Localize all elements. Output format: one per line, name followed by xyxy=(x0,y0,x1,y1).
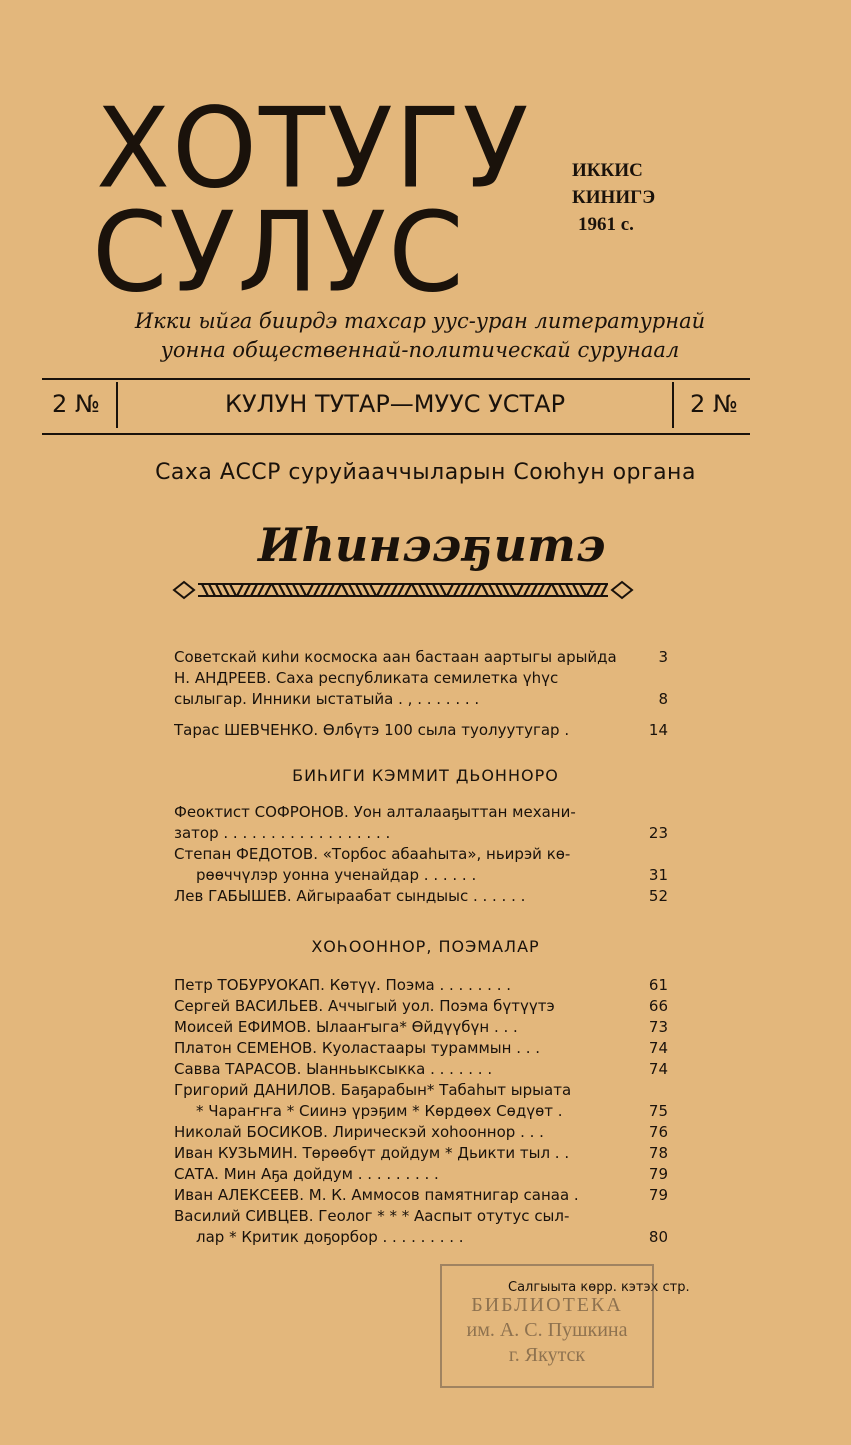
band-issue-left: 2 № xyxy=(52,390,100,418)
toc-page-number: 3 xyxy=(658,648,668,666)
ornament-hatch xyxy=(412,584,418,596)
toc-page-number: 14 xyxy=(648,721,668,739)
ornament-hatch xyxy=(405,584,411,596)
contents-group-2 xyxy=(174,802,668,907)
toc-page-number: 79 xyxy=(648,1165,668,1183)
toc-entry-text: Иван КУЗЬМИН. Төрөөбүт дойдум * Дьикти тыл . . xyxy=(174,1144,570,1162)
section-title-our-people: БИҺИГИ КЭММИТ ДЬОННОРО xyxy=(292,766,559,785)
subtitle xyxy=(40,307,800,365)
toc-page-number: 76 xyxy=(648,1123,668,1141)
subtitle-line1: Икки ыйга биирдэ тахсар уус-уран литературнай xyxy=(134,309,706,333)
toc-entry xyxy=(174,1206,668,1248)
band-months: КУЛУН ТУТАР—МУУС УСТАР xyxy=(224,390,566,418)
ornament-hatch xyxy=(475,584,481,596)
ornament-hatch xyxy=(552,584,558,596)
toc-entry-text: Сергей ВАСИЛЬЕВ. Аччыгый уол. Поэма бүтүүтэ xyxy=(174,997,555,1015)
ornament-hatch xyxy=(531,584,537,596)
toc-entry xyxy=(174,647,668,668)
ornament-hatch xyxy=(349,584,355,596)
ornament-hatch xyxy=(587,584,593,596)
toc-entry-text: Савва ТАРАСОВ. Ыанньыксыкка . . . . . . . xyxy=(174,1060,493,1078)
toc-entry-text: Советскай киһи космоска аан бастаан аартыгы арыйда xyxy=(174,648,617,666)
toc-entry xyxy=(174,802,668,844)
issue-number: ИККИС xyxy=(572,160,643,181)
ornament-hatch xyxy=(391,584,397,596)
contents-group-1 xyxy=(174,647,668,741)
ornament-hatch xyxy=(601,584,607,596)
toc-page-number: 52 xyxy=(648,887,668,905)
toc-entry xyxy=(174,1122,668,1143)
ornament-hatch xyxy=(300,584,306,596)
ornament-hatch xyxy=(580,584,586,596)
toc-entry xyxy=(174,1164,668,1185)
ornament-hatch xyxy=(426,584,432,596)
ornament-hatch xyxy=(265,584,271,596)
toc-entry-text: Степан ФЕДОТОВ. «Торбос абааһыта», ньирэй кө- xyxy=(174,845,571,863)
organ-line: Саха АССР суруйааччыларын Союһун органа xyxy=(155,460,696,485)
ornament-hatch xyxy=(454,584,460,596)
toc-entry xyxy=(174,1080,668,1122)
ornament-hatch xyxy=(216,584,222,596)
toc-entry xyxy=(174,1185,668,1206)
toc-entry-text: * Чараҥҥа * Сиинэ үрэҕим * Көрдөөх Сөдүөт . xyxy=(196,1102,563,1120)
toc-page-number: 23 xyxy=(648,824,668,842)
ornament-hatch xyxy=(258,584,264,596)
ornament-hatch xyxy=(524,584,530,596)
ornament-hatch xyxy=(503,584,509,596)
toc-entry xyxy=(174,844,668,886)
ornament-hatch xyxy=(398,584,404,596)
toc-entry xyxy=(174,996,668,1017)
band-issue-right: 2 № xyxy=(690,390,738,418)
ornament-hatch xyxy=(489,584,495,596)
toc-entry-text: Василий СИВЦЕВ. Геолог * * * Ааспыт отутус сыл- xyxy=(174,1207,570,1225)
toc-page-number: 66 xyxy=(648,997,668,1015)
ornament-hatch xyxy=(461,584,467,596)
continued-note: Салгыыта көрр. кэтэх стр. xyxy=(508,1280,690,1295)
toc-page-number: 74 xyxy=(648,1039,668,1057)
toc-entry-text: Моисей ЕФИМОВ. Ылааҥыга* Өйдүүбүн . . . xyxy=(174,1018,518,1036)
ornament-hatch xyxy=(328,584,334,596)
ornament-hatch xyxy=(286,584,292,596)
toc-entry xyxy=(174,1059,668,1080)
journal-title-line1: ХОТУГУ xyxy=(96,85,531,214)
toc-entry-text: Николай БОСИКОВ. Лирическэй хоһооннор . . . xyxy=(174,1123,544,1141)
toc-page-number: 31 xyxy=(648,866,668,884)
ornament-hatch xyxy=(244,584,250,596)
toc-entry-text: сылыгар. Инники ыстатыйа . , . . . . . . . xyxy=(174,690,480,708)
toc-entry xyxy=(174,720,668,741)
ornament-hatch xyxy=(510,584,516,596)
ornament-hatch xyxy=(293,584,299,596)
ornament-hatch xyxy=(377,584,383,596)
toc-page-number: 75 xyxy=(648,1102,668,1120)
ornament-hatch xyxy=(370,584,376,596)
ornament-hatch xyxy=(237,584,243,596)
journal-title-line2: СУЛУС xyxy=(92,189,466,318)
toc-entry-text: Феоктист СОФРОНОВ. Уон алталааҕыттан механи- xyxy=(174,803,576,821)
ornament-hatch xyxy=(594,584,600,596)
ornament-hatch xyxy=(517,584,523,596)
contents-title: Иһинээҕитэ xyxy=(258,518,606,572)
ornament-hatch xyxy=(314,584,320,596)
ornament-hatch xyxy=(223,584,229,596)
ornament-hatch xyxy=(279,584,285,596)
ornament-hatch xyxy=(384,584,390,596)
toc-page-number: 73 xyxy=(648,1018,668,1036)
ornament-hatch xyxy=(356,584,362,596)
toc-entry xyxy=(174,1143,668,1164)
toc-page-number: 78 xyxy=(648,1144,668,1162)
stamp-line3: г. Якутск xyxy=(508,1344,586,1366)
ornament-hatch xyxy=(440,584,446,596)
ornament-hatch xyxy=(272,584,278,596)
band-bottom-rule xyxy=(42,433,750,435)
band-divider-right xyxy=(672,382,674,428)
toc-page-number: 74 xyxy=(648,1060,668,1078)
ornament-hatch xyxy=(419,584,425,596)
ornament-hatch xyxy=(447,584,453,596)
ornament-hatch xyxy=(202,584,208,596)
toc-entry xyxy=(174,1017,668,1038)
issue-info xyxy=(572,157,655,238)
issue-book: КИНИГЭ xyxy=(572,187,656,208)
toc-entry-text: Тарас ШЕВЧЕНКО. Өлбүтэ 100 сыла туолуутугар . xyxy=(174,721,570,739)
toc-entry-text: Григорий ДАНИЛОВ. Баҕарабын* Табаһыт ырыата xyxy=(174,1081,572,1099)
ornament-hatch xyxy=(468,584,474,596)
toc-entry-text: затор . . . . . . . . . . . . . . . . . . xyxy=(174,824,391,842)
toc-entry-text: Платон СЕМЕНОВ. Куоластаары тураммын . . . xyxy=(174,1039,541,1057)
toc-entry-text: САТА. Мин Аҕа дойдум . . . . . . . . . xyxy=(174,1165,439,1183)
toc-entry-text: Лев ГАБЫШЕВ. Айгыраабат сындыыс . . . . . . xyxy=(174,887,526,905)
stamp-line2: им. А. С. Пушкина xyxy=(466,1319,628,1341)
issue-year: 1961 с. xyxy=(578,214,634,235)
ornament-hatch xyxy=(335,584,341,596)
ornament-hatch xyxy=(545,584,551,596)
toc-entry-text: Иван АЛЕКСЕЕВ. М. К. Аммосов памятнигар санаа . xyxy=(174,1186,579,1204)
toc-entry-text: рөөччүлэр уонна ученайдар . . . . . . xyxy=(196,866,477,884)
toc-page-number: 80 xyxy=(648,1228,668,1246)
ornament-hatch xyxy=(433,584,439,596)
ornament-hatch xyxy=(321,584,327,596)
toc-entry-text: лар * Критик доҕорбор . . . . . . . . . xyxy=(196,1228,464,1246)
ornament-hatch xyxy=(496,584,502,596)
ornament-hatch xyxy=(342,584,348,596)
ornament-hatch xyxy=(251,584,257,596)
contents-group-3 xyxy=(174,975,668,1248)
ornament-hatch xyxy=(209,584,215,596)
ornament-hatch xyxy=(482,584,488,596)
band-top-rule xyxy=(42,378,750,380)
toc-page-number: 79 xyxy=(648,1186,668,1204)
toc-entry xyxy=(174,886,668,907)
toc-entry-text: Петр ТОБУРУОКАП. Көтүү. Поэма . . . . . . . . xyxy=(174,976,511,994)
toc-entry-text: Н. АНДРЕЕВ. Саха республиката семилетка үһүс xyxy=(174,669,559,687)
toc-page-number: 8 xyxy=(658,690,668,708)
ornament-hatch xyxy=(307,584,313,596)
ornament-hatch xyxy=(559,584,565,596)
ornament-hatch xyxy=(538,584,544,596)
toc-page-number: 61 xyxy=(648,976,668,994)
library-stamp xyxy=(440,1264,654,1388)
toc-entry xyxy=(174,1038,668,1059)
toc-entry xyxy=(174,975,668,996)
ornament-hatch xyxy=(566,584,572,596)
ornament-border xyxy=(172,578,634,602)
stamp-line1: БИБЛИОТЕКА xyxy=(471,1294,623,1316)
subtitle-line2: уонна общественнай-политическай сурунаал xyxy=(160,338,680,362)
ornament-hatch xyxy=(573,584,579,596)
ornament-hatch xyxy=(230,584,236,596)
section-title-poems: ХОҺООННОР, ПОЭМАЛАР xyxy=(311,937,540,956)
toc-entry xyxy=(174,668,668,710)
ornament-hatch xyxy=(363,584,369,596)
